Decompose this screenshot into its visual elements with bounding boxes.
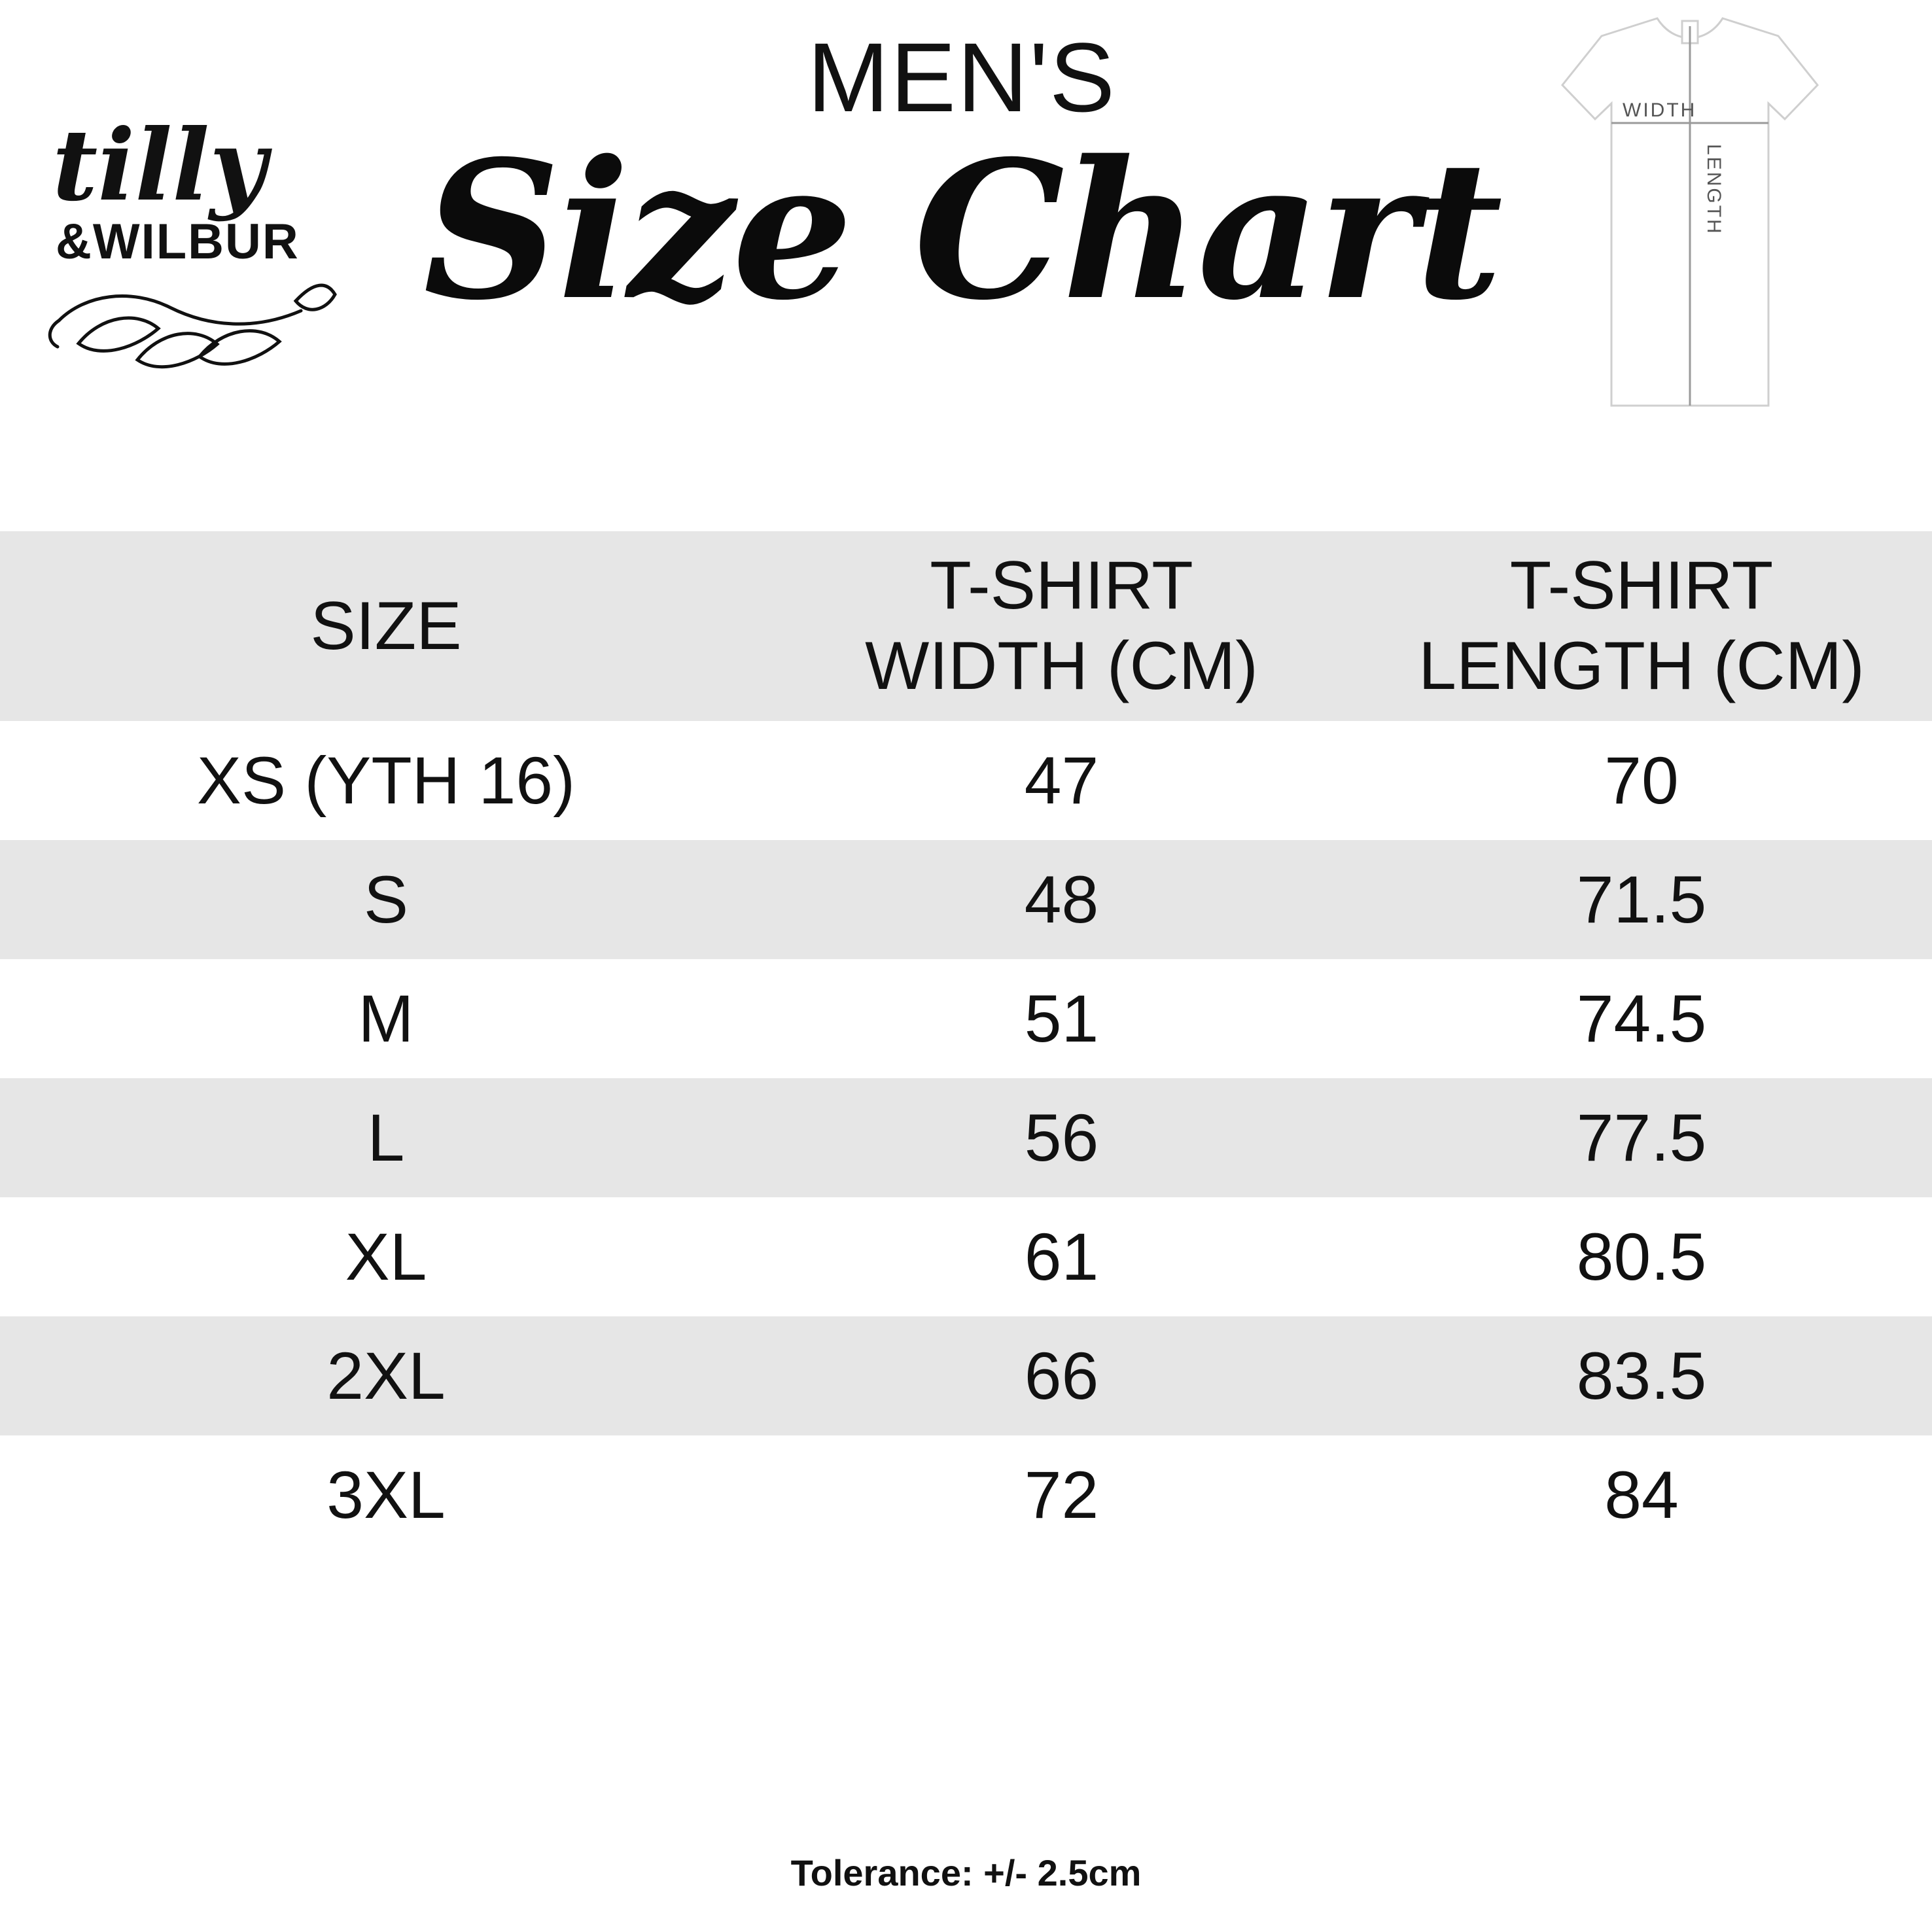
cell-size: 3XL: [326, 1457, 446, 1532]
cell-length: 74.5: [1576, 981, 1707, 1056]
table-row: [0, 959, 1932, 1078]
cell-size: 2XL: [326, 1338, 446, 1413]
size-chart-table: [0, 531, 1932, 1554]
cell-width: 48: [1024, 862, 1099, 937]
cell-width: 61: [1024, 1219, 1099, 1294]
table-header-row: [0, 531, 1932, 721]
brand-logo-icon: [39, 85, 347, 399]
svg-text:tilly: tilly: [52, 108, 267, 223]
width-label: WIDTH: [1623, 99, 1697, 121]
cell-size: L: [367, 1100, 405, 1175]
svg-text:&WILBUR: &WILBUR: [56, 214, 300, 270]
cell-width: 47: [1024, 743, 1099, 818]
table-row: [0, 1316, 1932, 1435]
cell-length: 71.5: [1576, 862, 1707, 937]
page-title-script: Size Chart: [423, 119, 1501, 342]
table-row: [0, 1435, 1932, 1554]
length-label: LENGTH: [1703, 144, 1725, 236]
cell-size: M: [358, 981, 414, 1056]
page-title-top: MEN'S: [807, 22, 1116, 132]
cell-width: 66: [1024, 1338, 1099, 1413]
column-header-length: T-SHIRT LENGTH (CM): [1418, 548, 1865, 704]
cell-length: 80.5: [1576, 1219, 1707, 1294]
cell-length: 84: [1604, 1457, 1679, 1532]
column-header-size: SIZE: [310, 588, 462, 664]
cell-width: 56: [1024, 1100, 1099, 1175]
table-body: [0, 721, 1932, 1554]
column-header-width: T-SHIRT WIDTH (CM): [865, 548, 1258, 704]
leaf-flourish-icon: [50, 285, 335, 367]
cell-length: 83.5: [1576, 1338, 1707, 1413]
cell-width: 72: [1024, 1457, 1099, 1532]
table-header: [0, 531, 1932, 721]
cell-size: XL: [345, 1219, 427, 1294]
tshirt-measurement-diagram: [1461, 7, 1919, 458]
table-row: [0, 1197, 1932, 1316]
title-block: [340, 22, 1583, 342]
cell-size: XS (YTH 16): [196, 743, 576, 818]
cell-length: 70: [1604, 743, 1679, 818]
tolerance-note: Tolerance: +/- 2.5cm: [790, 1852, 1142, 1893]
brand-logo: [39, 85, 347, 399]
table-row: [0, 840, 1932, 959]
chart-header: [0, 0, 1932, 523]
cell-size: S: [363, 862, 409, 937]
size-chart-table-wrap: [0, 531, 1932, 1554]
cell-length: 77.5: [1576, 1100, 1707, 1175]
tshirt-icon: [1461, 7, 1919, 458]
table-row: [0, 1078, 1932, 1197]
table-row: [0, 721, 1932, 840]
cell-width: 51: [1024, 981, 1099, 1056]
